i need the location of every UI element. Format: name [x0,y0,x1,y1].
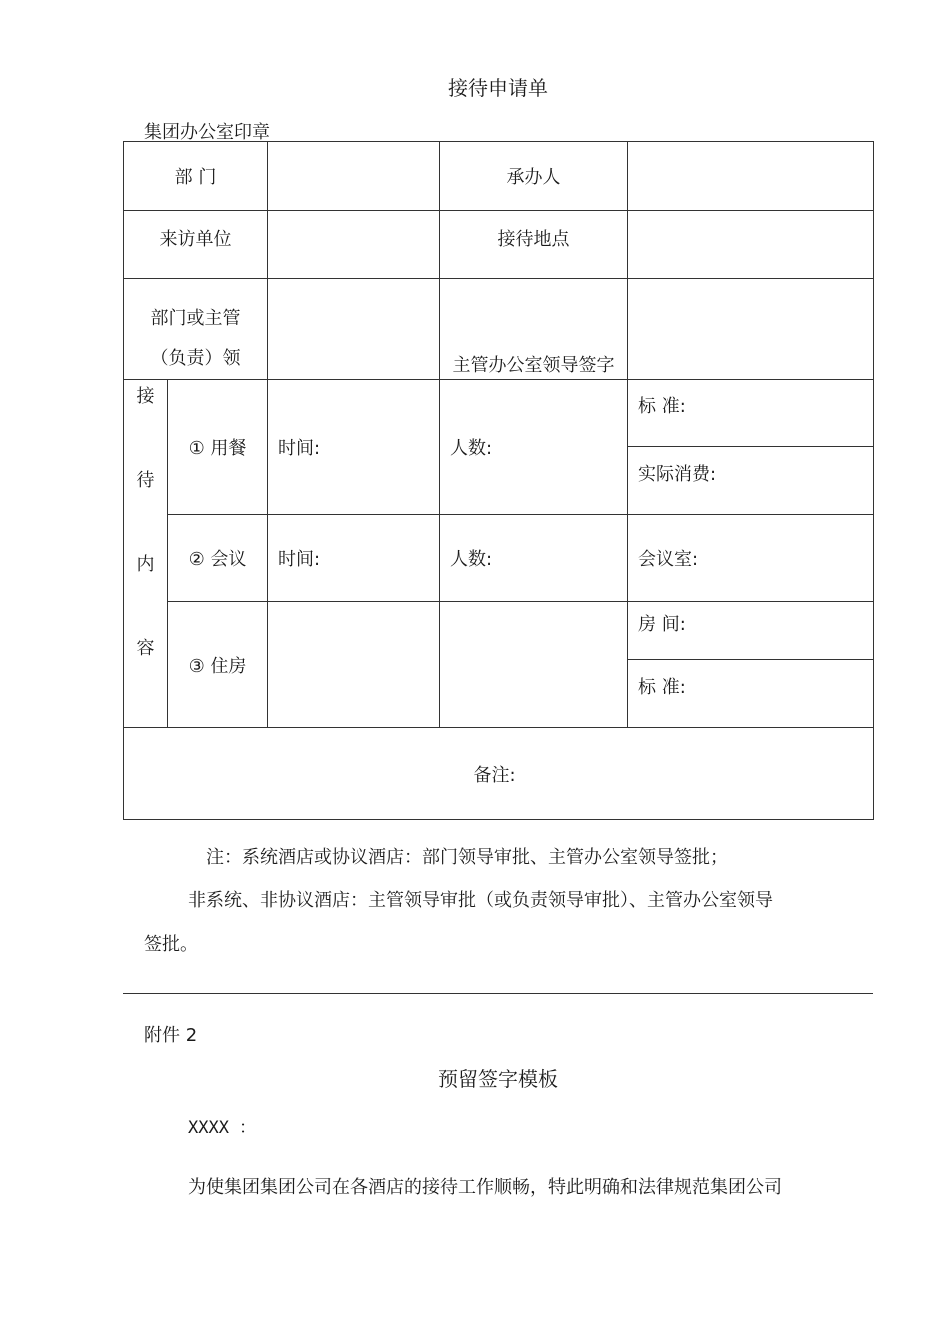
dept-leader-line2: （负责）领 [150,348,241,369]
lodging-label: ③ 住房 [168,602,268,728]
meeting-room-label: 会议室: [628,515,874,602]
office-leader-sign[interactable] [628,279,874,380]
section-divider [123,993,873,994]
form-title: 接待申请单 [448,76,548,100]
body-line1: 为使集团集团公司在各酒店的接待工作顺畅，特此明确和法律规范集团公司 [188,1177,782,1198]
lodging-standard-label: 标 准: [628,660,874,728]
vertical-char: 接 [136,386,155,407]
table-row [124,211,874,279]
location-label: 接待地点 [440,211,628,279]
note-line3: 签批。 [144,934,198,955]
handler-label: 承办人 [440,142,628,211]
meal-standard-label: 标 准: [628,380,874,447]
remarks-label: 备注: [473,764,516,786]
visitor-label: 来访单位 [124,211,268,279]
attachment-title: 预留签字模板 [438,1067,558,1091]
dept-label: 部 门 [124,142,268,211]
attachment-label: 附件 2 [144,1025,198,1046]
handler-value[interactable] [628,142,874,211]
table-row [124,728,874,820]
table-row [124,515,874,602]
meal-time-label: 时间: [268,380,440,515]
content-vertical-label [124,380,168,728]
lodging-col3[interactable] [268,602,440,728]
vertical-char: 容 [136,638,155,659]
table-row [124,380,874,447]
office-leader-label: 主管办公室领导签字 [440,279,628,380]
stamp-label: 集团办公室印章 [144,122,270,143]
vertical-char: 内 [136,554,155,575]
table-row [124,279,874,380]
meeting-label: ② 会议 [168,515,268,602]
location-value[interactable] [628,211,874,279]
meal-label: ① 用餐 [168,380,268,515]
vertical-char: 待 [136,470,155,491]
meal-count-label: 人数: [440,380,628,515]
lodging-room-label: 房 间: [628,602,874,660]
dept-value[interactable] [268,142,440,211]
remarks-cell[interactable] [124,728,874,820]
table-row [124,602,874,660]
meeting-time-label: 时间: [268,515,440,602]
visitor-value[interactable] [268,211,440,279]
table-row [124,142,874,211]
meal-actual-label: 实际消费: [628,447,874,515]
salutation: XXXX ： [188,1118,257,1138]
lodging-col4[interactable] [440,602,628,728]
reception-form-table [123,141,874,820]
note-line2: 非系统、非协议酒店：主管领导审批（或负责领导审批）、主管办公室领导 [188,890,773,911]
note-line1: 注：系统酒店或协议酒店：部门领导审批、主管办公室领导签批； [206,847,728,868]
meeting-count-label: 人数: [440,515,628,602]
dept-leader-line1: 部门或主管 [150,308,241,329]
dept-leader-sign[interactable] [268,279,440,380]
